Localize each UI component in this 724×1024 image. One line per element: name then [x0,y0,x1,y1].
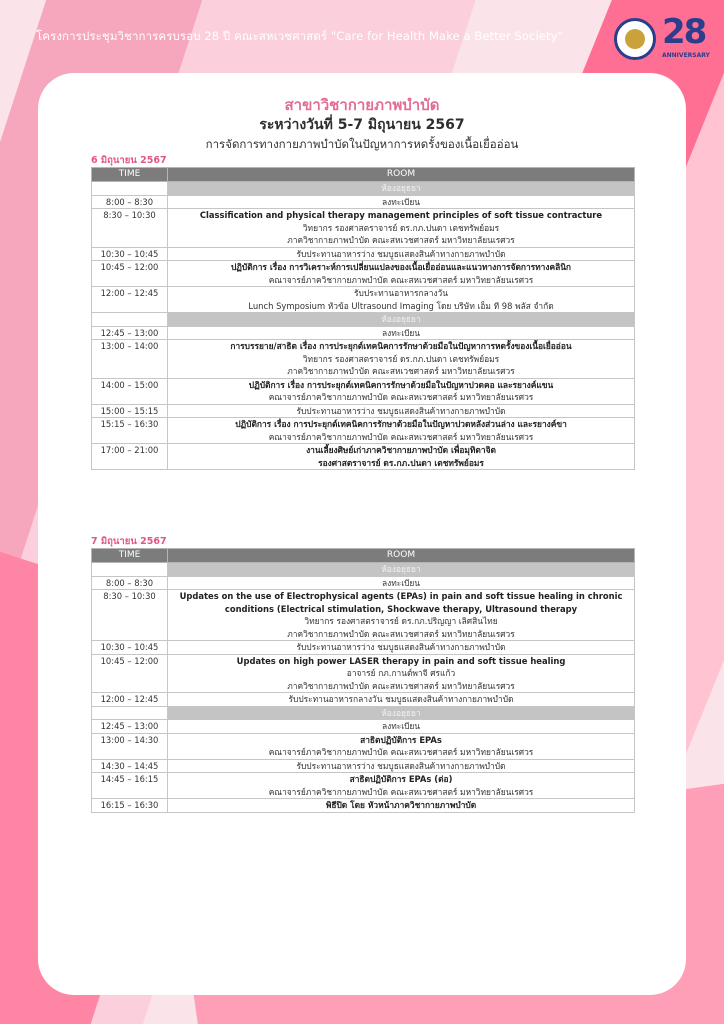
anniversary-logo-text: ANNIVERSARY [662,52,710,59]
session-time: 8:00 – 8:30 [92,195,168,209]
schedule-row [92,195,635,209]
schedule-row [92,261,635,287]
empty-cell [92,182,168,196]
session-time: 10:45 – 12:00 [92,261,168,287]
session-details [168,340,635,379]
session-info: ลงทะเบียน [381,577,421,588]
empty-cell [92,313,168,327]
session-title: Classification and physical therapy management principles of soft tissue contracture [199,210,603,220]
session-details [168,444,635,470]
day2-schedule-table [91,548,635,813]
session-time: 12:45 – 13:00 [92,326,168,340]
session-time: 10:45 – 12:00 [92,654,168,693]
session-title: สาธิตปฏิบัติการ EPAs (ต่อ) [349,774,453,784]
session-title: Updates on high power LASER therapy in pain and soft tissue healing [236,655,566,666]
session-time: 12:45 – 13:00 [92,720,168,734]
date-range: ระหว่างวันที่ 5-7 มิถุนายน 2567 [259,117,465,133]
session-time: 8:30 – 10:30 [92,590,168,641]
session-time: 14:45 – 16:15 [92,773,168,799]
schedule-row [92,641,635,655]
session-details [168,799,635,813]
time-column-header: TIME [92,549,168,563]
session-details [168,247,635,261]
session-info: รับประทานอาหารกลางวัน [354,288,448,298]
conference-topic: การจัดการทางกายภาพบำบัดในปัญหาการหดรั้งของเนื้อเยื่ออ่อน [205,137,519,151]
faculty-logo-icon [614,18,656,60]
room-name-row [92,182,635,196]
session-details [168,733,635,759]
session-time: 15:00 – 15:15 [92,404,168,418]
session-info: วิทยากร รองศาสตราจารย์ ดร.กภ.ปนดา เตชทรัพย์อมร [302,222,500,233]
session-title: งานเลี้ยงศิษย์เก่าภาควิชากายภาพบำบัด เพื่อมุทิตาจิต [306,445,496,455]
session-time: 8:00 – 8:30 [92,576,168,590]
session-info: วิทยากร รองศาสตราจารย์ ดร.กภ.ปนดา เตชทรัพย์อมร [302,353,500,364]
session-time: 16:15 – 16:30 [92,799,168,813]
session-info: คณาจารย์ภาควิชากายภาพบำบัด คณะสหเวชศาสตร์ มหาวิทยาลัยนเรศวร [268,747,534,757]
session-time: 15:15 – 16:30 [92,418,168,444]
session-info: ภาควิชากายภาพบำบัด คณะสหเวชศาสตร์ มหาวิทยาลัยนเรศวร [287,235,515,245]
room-name: ห้องอยุธยา [168,313,635,327]
session-time: 10:30 – 10:45 [92,641,168,655]
room-column-header: ROOM [168,549,635,563]
session-title: Updates on the use of Electrophysical agents (EPAs) in pain and soft tissue healing in chronic [179,591,623,601]
day2-date-label: 7 มิถุนายน 2567 [91,536,167,547]
schedule-row [92,654,635,693]
anniversary-logo-number: 28 [662,12,706,52]
session-time: 14:30 – 14:45 [92,759,168,773]
session-time: 13:00 – 14:30 [92,733,168,759]
room-name-row [92,706,635,720]
session-title: conditions (Electrical stimulation, Shockwave therapy, Ultrasound therapy [224,603,578,614]
session-time: 14:00 – 15:00 [92,378,168,404]
table-header-row [92,168,635,182]
session-info: ภาควิชากายภาพบำบัด คณะสหเวชศาสตร์ มหาวิทยาลัยนเรศวร [287,366,515,376]
session-info: คณาจารย์ภาควิชากายภาพบำบัด คณะสหเวชศาสตร์ มหาวิทยาลัยนเรศวร [268,786,534,797]
session-info: คณาจารย์ภาควิชากายภาพบำบัด คณะสหเวชศาสตร์ มหาวิทยาลัยนเรศวร [268,392,534,402]
schedule-row [92,340,635,379]
session-details [168,720,635,734]
session-details [168,759,635,773]
session-details [168,209,635,248]
schedule-row [92,759,635,773]
session-title: สาธิตปฏิบัติการ EPAs [360,734,442,745]
session-details [168,378,635,404]
header-title: โครงการประชุมวิชาการครบรอบ 28 ปี คณะสหเวชศาสตร์ "Care for Health Make a Better Society" [36,29,563,43]
session-info: อาจารย์ กภ.กานต์พาจี ศรแก้ว [346,668,456,678]
session-title: ปฏิบัติการ เรื่อง การวิเคราะห์การเปลี่ยนแปลงของเนื้อเยื่ออ่อนและแนวทางการจัดการทางคลินิก [230,262,572,272]
session-info: รับประทานอาหารกลางวัน ชมบูธแสดงสินค้าทางกายภาพบำบัด [288,694,514,704]
session-time: 13:00 – 14:00 [92,340,168,379]
room-name-row [92,313,635,327]
room-name: ห้องอยุธยา [168,706,635,720]
schedule-row [92,444,635,470]
session-details [168,773,635,799]
schedule-row [92,378,635,404]
session-info: ภาควิชากายภาพบำบัด คณะสหเวชศาสตร์ มหาวิทยาลัยนเรศวร [287,680,515,691]
schedule-row [92,733,635,759]
session-time: 12:00 – 12:45 [92,693,168,707]
table-header-row [92,549,635,563]
schedule-row [92,576,635,590]
session-details [168,261,635,287]
session-details [168,576,635,590]
session-info: คณาจารย์ภาควิชากายภาพบำบัด คณะสหเวชศาสตร์ มหาวิทยาลัยนเรศวร [268,274,534,285]
schedule-row [92,773,635,799]
schedule-row [92,326,635,340]
session-info: Lunch Symposium หัวข้อ Ultrasound Imaging โดย บริษัท เอ็ม ที 98 พลัส จำกัด [248,300,554,311]
session-title: ปฏิบัติการ เรื่อง การประยุกต์เทคนิคการรักษาด้วยมือในปัญหาปวดหลังส่วนล่าง และรยางค์ขา [235,419,567,429]
session-details [168,404,635,418]
session-title: รองศาสตราจารย์ ดร.กภ.ปนดา เตชทรัพย์อมร [318,457,484,468]
session-info: ลงทะเบียน [381,196,421,207]
empty-cell [92,563,168,577]
session-details [168,287,635,313]
anniversary-logo-icon [662,12,714,64]
time-column-header: TIME [92,168,168,182]
schedule-row [92,287,635,313]
session-details [168,195,635,209]
session-time: 12:00 – 12:45 [92,287,168,313]
session-info: คณาจารย์ภาควิชากายภาพบำบัด คณะสหเวชศาสตร์ มหาวิทยาลัยนเรศวร [268,431,534,442]
schedule-row [92,720,635,734]
session-info: ภาควิชากายภาพบำบัด คณะสหเวชศาสตร์ มหาวิทยาลัยนเรศวร [287,628,515,639]
session-info: รับประทานอาหารว่าง ชมบูธแสดงสินค้าทางกายภาพบำบัด [296,642,506,652]
page-header [0,0,724,70]
schedule-row [92,418,635,444]
schedule-row [92,693,635,707]
session-details [168,590,635,641]
session-title: การบรรยาย/สาธิต เรื่อง การประยุกต์เทคนิคการรักษาด้วยมือในปัญหาการหดรั้งของเนื้อเยื่ออ่อน [230,341,572,351]
day1-schedule-table [91,167,635,470]
room-name-row [92,563,635,577]
day1-date-label: 6 มิถุนายน 2567 [91,155,167,166]
session-title: พิธีปิด โดย หัวหน้าภาควิชากายภาพบำบัด [325,800,477,810]
schedule-row [92,209,635,248]
session-time: 8:30 – 10:30 [92,209,168,248]
room-column-header: ROOM [168,168,635,182]
session-details [168,654,635,693]
room-name: ห้องอยุธยา [168,563,635,577]
room-name: ห้องอยุธยา [168,182,635,196]
session-info: รับประทานอาหารว่าง ชมบูธแสดงสินค้าทางกายภาพบำบัด [296,405,506,416]
empty-cell [92,706,168,720]
session-details [168,326,635,340]
session-info: รับประทานอาหารว่าง ชมบูธแสดงสินค้าทางกายภาพบำบัด [296,248,506,259]
schedule-row [92,247,635,261]
session-info: รับประทานอาหารว่าง ชมบูธแสดงสินค้าทางกายภาพบำบัด [296,760,506,771]
session-title: ปฏิบัติการ เรื่อง การประยุกต์เทคนิคการรักษาด้วยมือในปัญหาปวดคอ และรยางค์แขน [248,379,554,390]
schedule-row [92,404,635,418]
session-info: ลงทะเบียน [381,721,421,731]
session-details [168,693,635,707]
department-title: สาขาวิชากายภาพบำบัด [284,96,440,114]
session-details [168,418,635,444]
session-info: ลงทะเบียน [381,327,421,338]
session-time: 17:00 – 21:00 [92,444,168,470]
schedule-row [92,590,635,641]
schedule-row [92,799,635,813]
session-details [168,641,635,655]
session-info: วิทยากร รองศาสตราจารย์ ดร.กภ.ปริญญา เลิศสินไทย [304,616,498,626]
session-time: 10:30 – 10:45 [92,247,168,261]
